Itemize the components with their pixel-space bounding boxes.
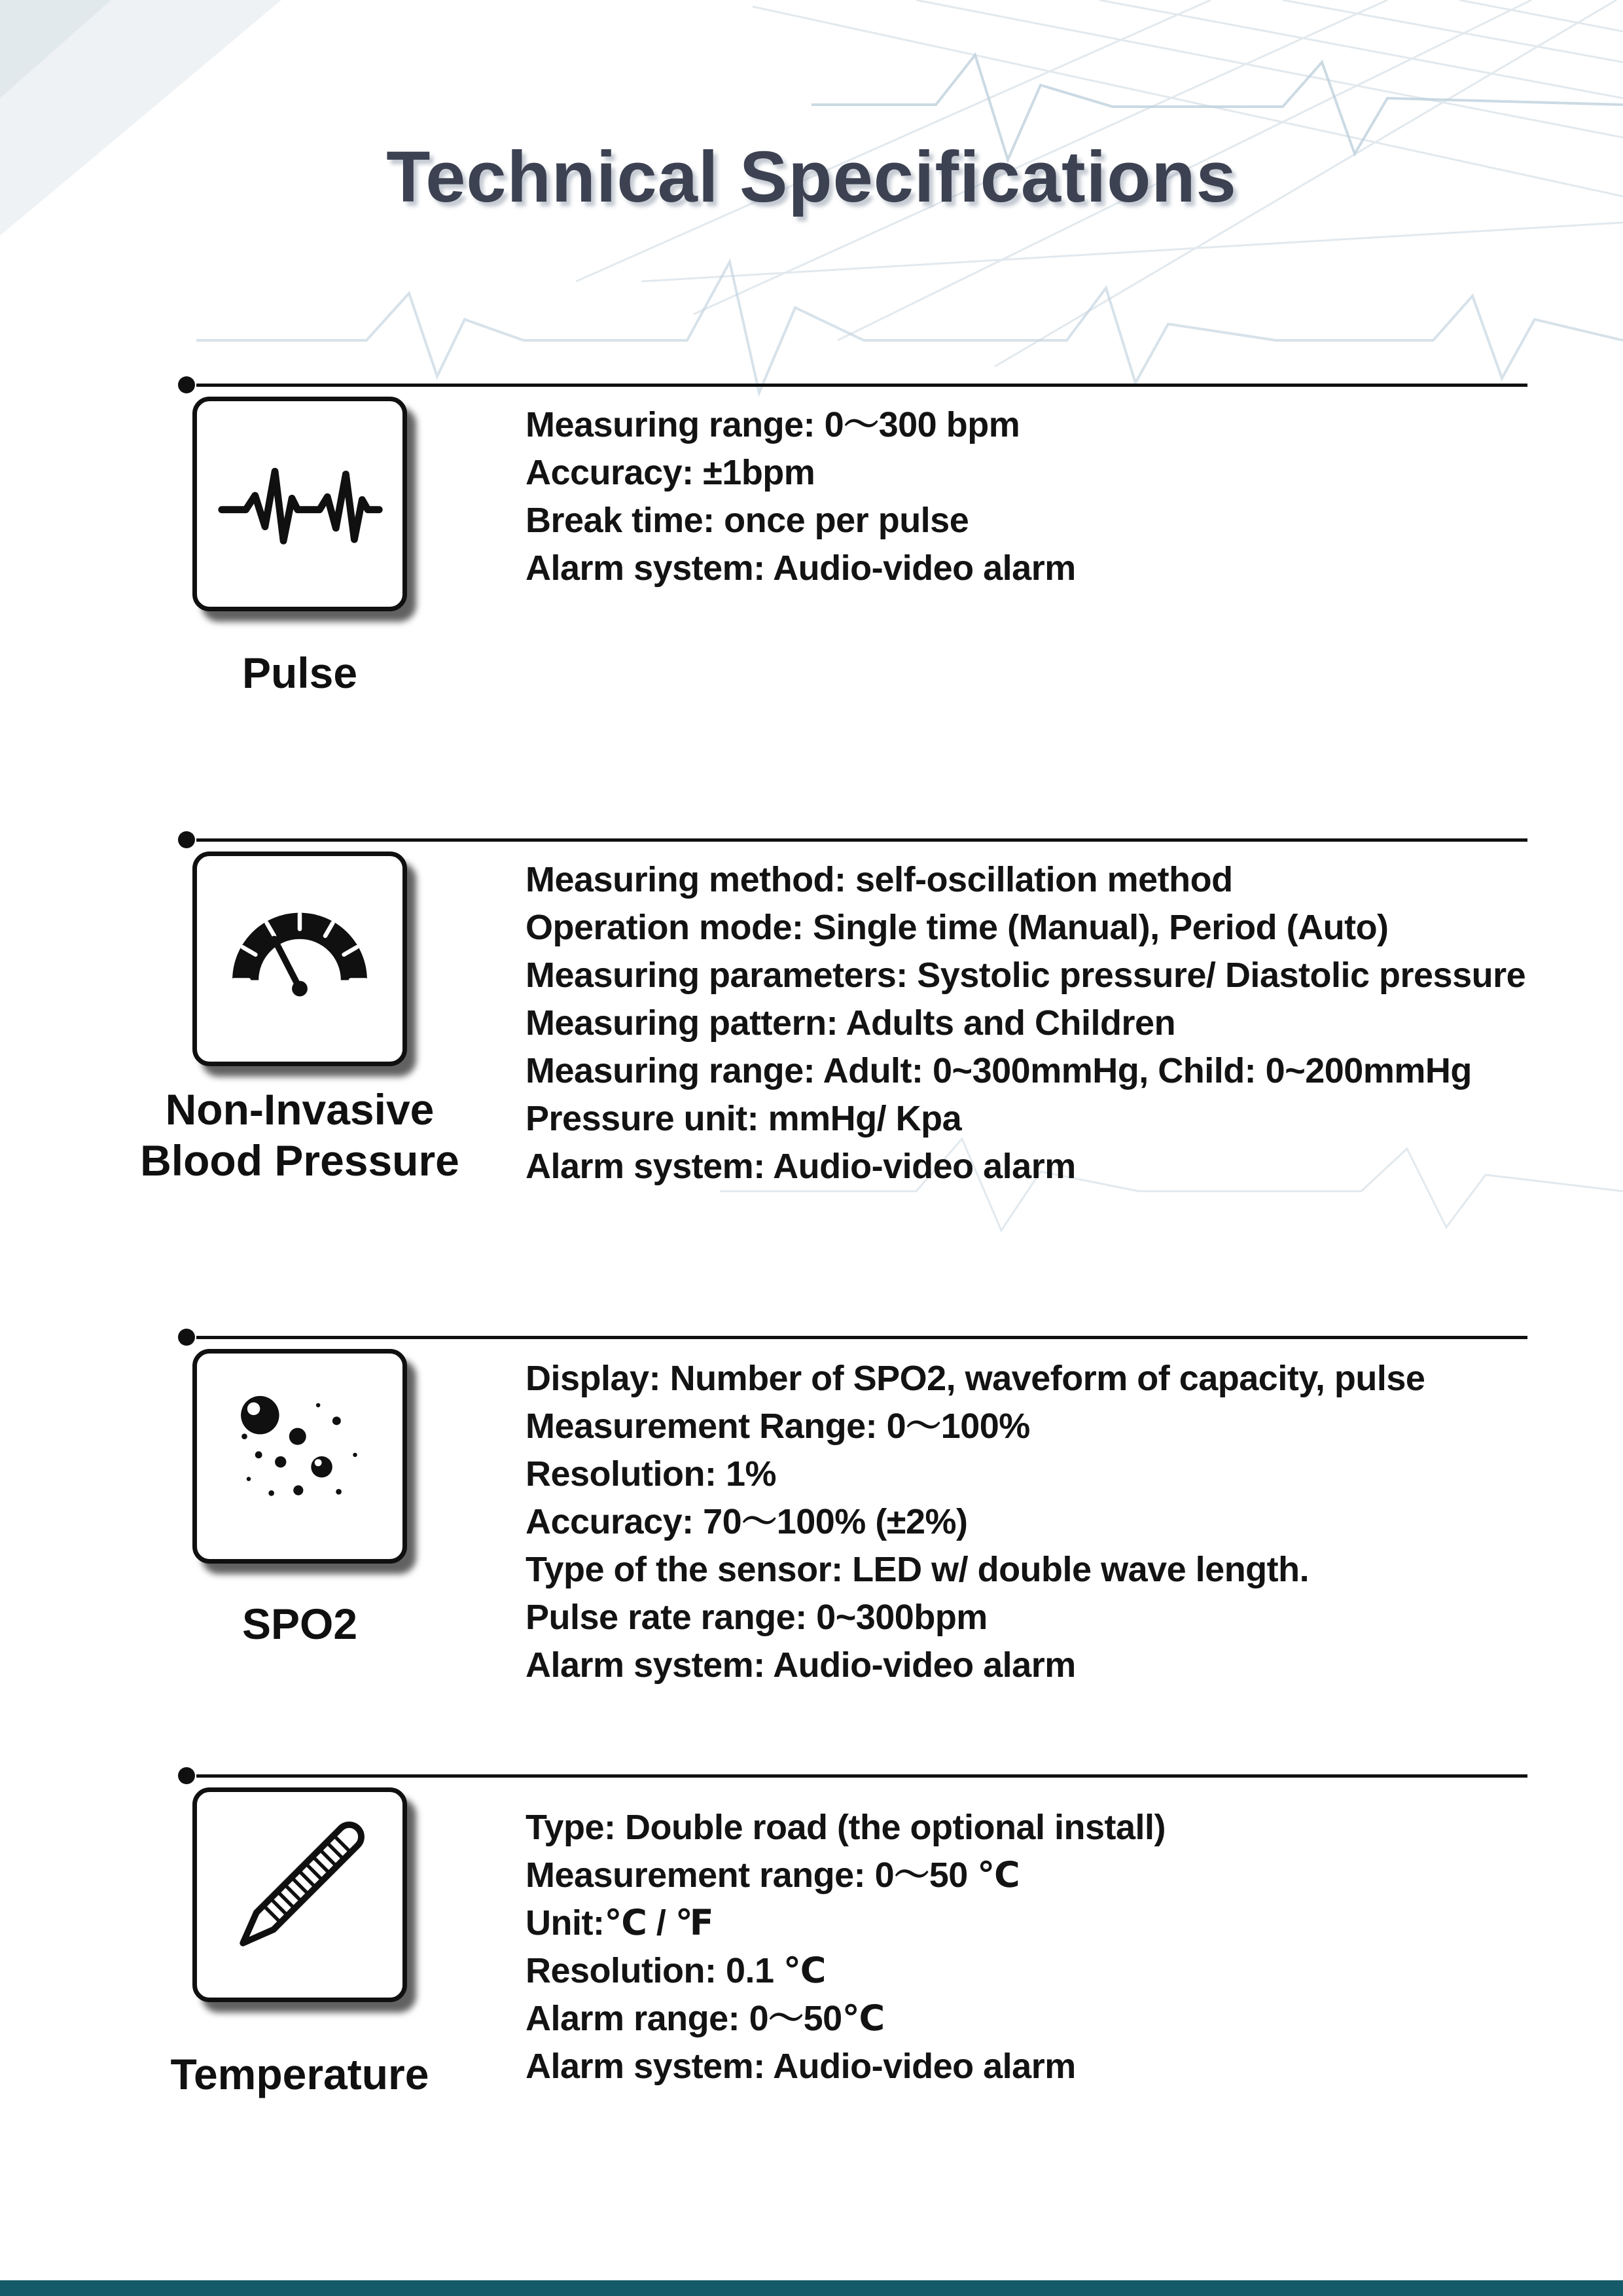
spec-line: Accuracy: ±1bpm	[526, 453, 815, 492]
spec-line: Alarm system: Audio-video alarm	[526, 1645, 1076, 1685]
spec-line: Measurement range: 0～50 ℃	[526, 1856, 1020, 1895]
bullet-dot	[178, 1329, 195, 1346]
spec-line: Measuring parameters: Systolic pressure/ Diastolic pressure	[526, 956, 1526, 995]
blood-pressure-gauge-icon	[192, 852, 407, 1066]
section-divider	[178, 1329, 1527, 1346]
spec-line: Display: Number of SPO2, waveform of capacity, pulse	[526, 1359, 1425, 1398]
spec-line: Accuracy: 70～100% (±2%)	[526, 1502, 968, 1541]
spo2-bubbles-icon	[192, 1349, 407, 1564]
section-label-nibp: Non-Invasive Blood Pressure	[140, 1085, 459, 1185]
spec-line: Resolution: 0.1 ℃	[526, 1951, 826, 1990]
spec-list-nibp	[526, 856, 1573, 1191]
spec-line: Pulse rate range: 0~300bpm	[526, 1598, 988, 1637]
footer-bar	[0, 2280, 1623, 2296]
spec-line: Alarm range: 0～50℃	[526, 1999, 885, 2038]
spec-line: Measuring pattern: Adults and Children	[526, 1003, 1176, 1043]
spec-line: Measuring method: self-oscillation method	[526, 860, 1233, 899]
divider-line	[196, 838, 1527, 842]
spec-line: Break time: once per pulse	[526, 501, 969, 540]
spec-line: Pressure unit: mmHg/ Kpa	[526, 1099, 962, 1138]
spec-line: Operation mode: Single time (Manual), Period (Auto)	[526, 908, 1389, 947]
bullet-dot	[178, 1767, 195, 1784]
spec-line: Type: Double road (the optional install)	[526, 1808, 1166, 1847]
bullet-dot	[178, 831, 195, 848]
section-divider	[178, 831, 1527, 848]
spec-line: Alarm system: Audio-video alarm	[526, 2047, 1076, 2086]
spec-line: Measuring range: Adult: 0~300mmHg, Child: 0~200mmHg	[526, 1051, 1472, 1090]
spec-line: Resolution: 1%	[526, 1454, 777, 1494]
spec-line: Alarm system: Audio-video alarm	[526, 1147, 1076, 1186]
page-title: Technical Specifications	[386, 137, 1237, 217]
spec-line: Unit:℃ / ℉	[526, 1903, 714, 1943]
spec-list-temperature	[526, 1804, 1573, 2090]
spec-line: Measuring range: 0～300 bpm	[526, 405, 1020, 444]
thermometer-icon	[192, 1787, 407, 2002]
divider-line	[196, 384, 1527, 387]
spec-list-pulse	[526, 401, 1573, 592]
divider-line	[196, 1336, 1527, 1339]
spec-line: Type of the sensor: LED w/ double wave length.	[526, 1550, 1310, 1589]
section-label-pulse: Pulse	[241, 649, 358, 697]
pulse-icon	[192, 397, 407, 611]
divider-line	[196, 1774, 1527, 1778]
spec-list-spo2	[526, 1355, 1573, 1689]
section-label-temperature: Temperature	[170, 2050, 429, 2098]
spec-line: Alarm system: Audio-video alarm	[526, 548, 1076, 588]
spec-line: Measurement Range: 0～100%	[526, 1407, 1030, 1446]
section-label-spo2: SPO2	[241, 1600, 358, 1648]
bullet-dot	[178, 376, 195, 393]
section-divider	[178, 1767, 1527, 1784]
section-divider	[178, 376, 1527, 393]
